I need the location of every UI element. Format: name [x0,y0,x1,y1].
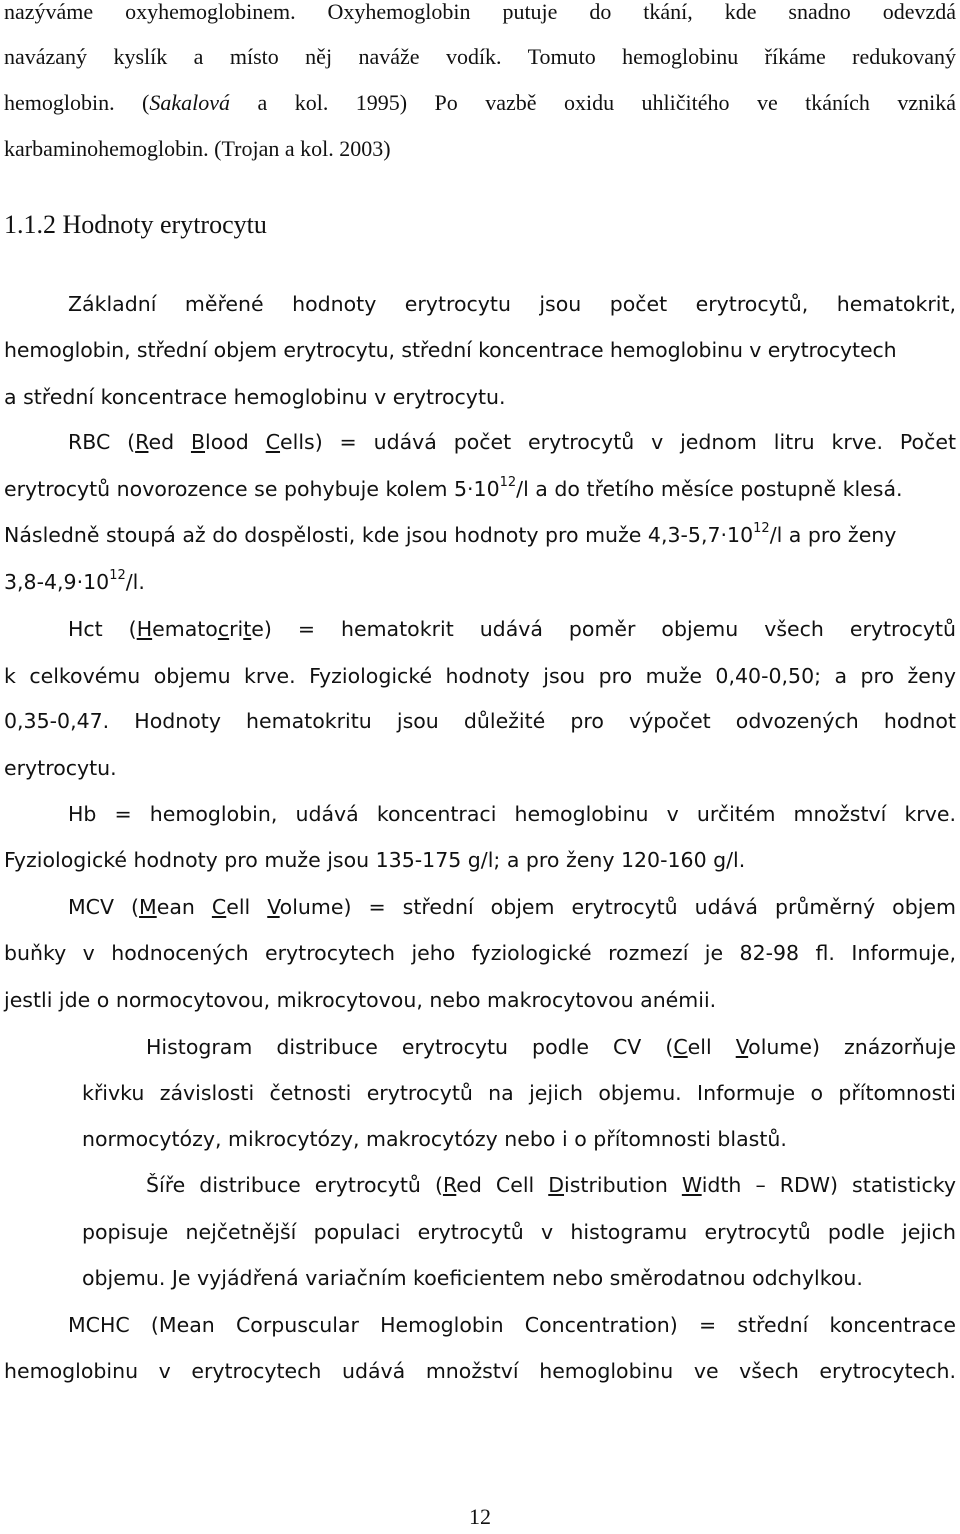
text-line: jestli jde o normocytovou, mikrocytovou, nebo makrocytovou anémii. [4,988,717,1012]
text-line [4,518,956,552]
underlined-letter: c [217,617,230,641]
text-span: /l a do třetího měsíce postupně klesá. [516,477,903,501]
text-line: normocytózy, mikrocytózy, makrocytózy nebo i o přítomnosti blastů. [82,1127,787,1151]
text-line: hemoglobin, střední objem erytrocytu, střední koncentrace hemoglobinu v erytrocytech [4,338,897,362]
text-line: popisuje nejčetnější populaci erytrocytů v histogramu erytrocytů podle jejich [82,1220,956,1244]
text-span: hemoglobin. ( [4,90,150,115]
text-line: nazýváme oxyhemoglobinem. Oxyhemoglobin putuje do tkání, kde snadno odevzdá [4,0,956,24]
text-span: RBC ( [68,430,136,454]
text-line [4,86,956,120]
text-line: Fyziologické hodnoty pro muže jsou 135-175 g/l; a pro ženy 120-160 g/l. [4,848,746,872]
text-line: navázaný kyslík a místo něj naváže vodík. Tomuto hemoglobinu říkáme redukovaný [4,44,956,69]
text-line [68,890,956,924]
text-span: Následně stoupá až do dospělosti, kde jsou hodnoty pro muže 4,3-5,7·10 [4,523,754,547]
underlined-letter: C [673,1035,688,1059]
text-span: erytrocytů novorozence se pohybuje kolem 5·10 [4,477,500,501]
underlined-letter: R [135,430,149,454]
exponent: 12 [109,568,126,583]
text-line [68,425,956,459]
text-line: k celkovému objemu krve. Fyziologické hodnoty jsou pro muže 0,40-0,50; a pro ženy [4,664,956,688]
text-span: ed Cell [456,1173,549,1197]
exponent: 12 [499,475,517,490]
underlined-letter: H [136,617,153,641]
text-span: ed [148,430,191,454]
page-number: 12 [469,1504,491,1529]
text-span: ri [229,617,244,641]
text-span: a kol. 1995) Po vazbě oxidu uhličitého ve tkáních vzniká [230,90,957,115]
text-line: 0,35-0,47. Hodnoty hematokritu jsou důležité pro výpočet odvozených hodnot [4,709,956,733]
author-name: Sakalová [149,90,231,115]
text-line: a střední koncentrace hemoglobinu v erytrocytu. [4,385,506,409]
underlined-letter: M [139,895,157,919]
underlined-letter: B [190,430,206,454]
text-span: /l a pro ženy [769,523,897,547]
text-line [4,565,956,599]
text-line: buňky v hodnocených erytrocytech jeho fyziologické rozmezí je 82-98 fl. Informuje, [4,941,956,965]
text-line: Hb = hemoglobin, udává koncentraci hemoglobinu v určitém množství krve. [68,802,956,826]
text-line: MCHC (Mean Corpuscular Hemoglobin Concentration) = střední koncentrace [68,1313,956,1337]
underlined-letter: W [681,1173,702,1197]
exponent: 12 [753,521,770,536]
text-span: e) = hematokrit udává poměr objemu všech erytrocytů [251,617,957,641]
text-line: karbaminohemoglobin. (Trojan a kol. 2003) [4,136,391,161]
text-line: hemoglobinu v erytrocytech udává množství hemoglobinu ve všech erytrocytech. [4,1359,956,1383]
text-span: Šíře distribuce erytrocytů ( [146,1173,443,1197]
text-span: 3,8-4,9·10 [4,570,110,594]
underlined-letter: D [548,1173,565,1197]
section-heading: 1.1.2 Hodnoty erytrocytu [4,210,267,239]
text-line: Základní měřené hodnoty erytrocytu jsou počet erytrocytů, hematokrit, [68,292,956,316]
underlined-letter: C [265,430,281,454]
text-line: erytrocytu. [4,756,117,780]
text-span: idth – RDW) statisticky [701,1173,956,1197]
text-span: Hct ( [68,617,137,641]
text-line [4,472,956,506]
text-span: ell [687,1035,736,1059]
underlined-letter: V [735,1035,749,1059]
text-span: istribution [564,1173,682,1197]
text-span: ean [156,895,212,919]
text-line: objemu. Je vyjádřená variačním koeficientem nebo směrodatnou odchylkou. [82,1266,863,1290]
underlined-letter: t [243,617,252,641]
text-line [146,1030,956,1064]
text-line: křivku závislosti četnosti erytrocytů na jejich objemu. Informuje o přítomnosti [82,1081,956,1105]
text-span: emato [152,617,218,641]
text-line [68,612,956,646]
text-line [146,1168,956,1202]
text-span: Histogram distribuce erytrocytu podle CV ( [146,1035,674,1059]
text-span: ells) = udává počet erytrocytů v jednom litru krve. Počet [280,430,956,454]
text-span: ell [226,895,268,919]
text-span: olume) znázorňuje [748,1035,956,1059]
text-span: /l. [125,570,145,594]
text-span: lood [205,430,266,454]
text-span: MCV ( [68,895,140,919]
underlined-letter: C [211,895,227,919]
text-span: olume) = střední objem erytrocytů udává průměrný objem [279,895,956,919]
underlined-letter: R [442,1173,457,1197]
underlined-letter: V [267,895,280,919]
